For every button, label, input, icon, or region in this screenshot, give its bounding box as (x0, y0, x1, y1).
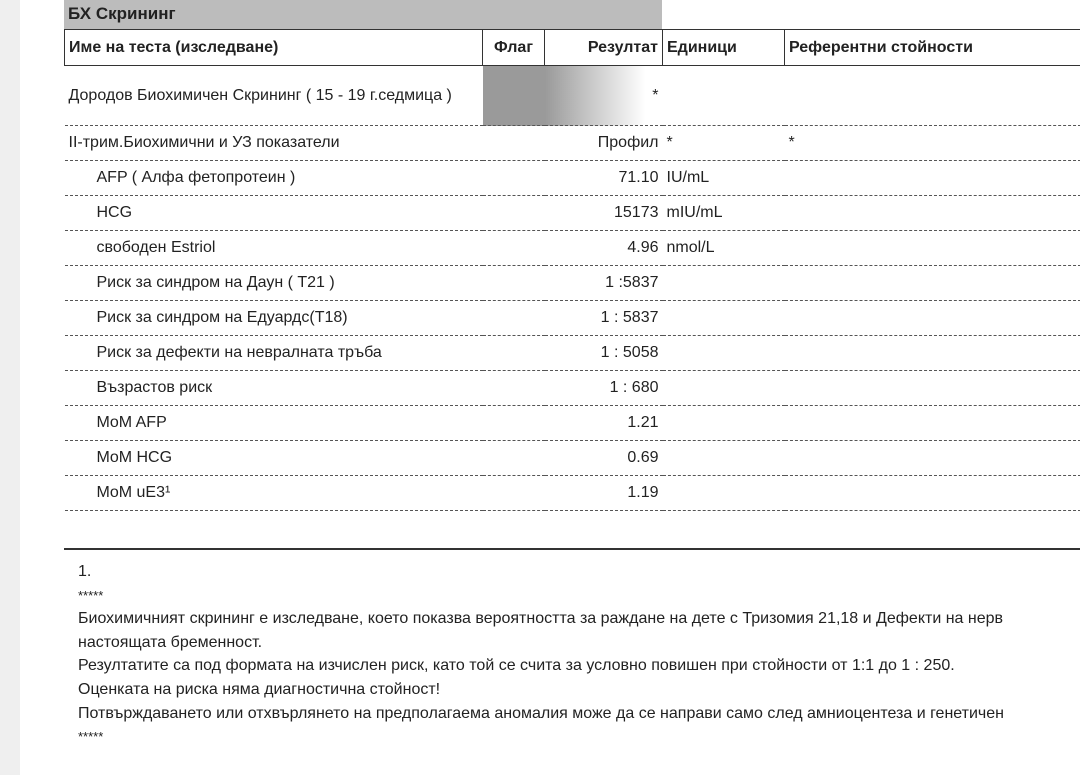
test-reference (785, 371, 1080, 406)
test-name: HCG (65, 196, 483, 231)
table-row (65, 406, 1080, 441)
test-result: 0.69 (545, 441, 663, 476)
footnote-line-4: Оценката на риска няма диагностична стойност! (78, 680, 441, 698)
test-flag (483, 476, 545, 511)
test-units (663, 266, 785, 301)
test-reference (785, 231, 1080, 266)
test-reference (785, 476, 1080, 511)
table-row (65, 301, 1080, 336)
test-units: nmol/L (663, 231, 785, 266)
column-header-flag: Флаг (483, 30, 545, 66)
table-row (65, 66, 1080, 126)
test-units (663, 66, 785, 126)
test-name: MoM HCG (65, 441, 483, 476)
test-result: 4.96 (545, 231, 663, 266)
page-edge (0, 0, 20, 775)
table-row (65, 231, 1080, 266)
test-result: 15173 (545, 196, 663, 231)
test-result: 71.10 (545, 161, 663, 196)
footnote-stars-top: ***** (78, 587, 104, 603)
test-flag (483, 126, 545, 161)
test-reference (785, 266, 1080, 301)
table-row (65, 476, 1080, 511)
test-name: MoM AFP (65, 406, 483, 441)
test-flag (483, 66, 545, 126)
test-units (663, 406, 785, 441)
table-row (65, 126, 1080, 161)
test-units (663, 441, 785, 476)
footnote-line-2: настоящата бременност. (78, 633, 263, 651)
table-header-row (65, 30, 1080, 66)
results-table (64, 29, 1080, 511)
footnote-divider (64, 548, 1080, 550)
table-row (65, 161, 1080, 196)
test-name: Риск за синдром на Едуардс(Т18) (65, 301, 483, 336)
test-reference (785, 196, 1080, 231)
test-units (663, 371, 785, 406)
column-header-name: Име на теста (изследване) (65, 30, 483, 66)
test-reference (785, 441, 1080, 476)
test-flag (483, 371, 545, 406)
test-name: Дородов Биохимичен Скрининг ( 15 - 19 г.седмица ) (65, 66, 483, 126)
test-flag (483, 231, 545, 266)
test-units: mIU/mL (663, 196, 785, 231)
test-result: 1.19 (545, 476, 663, 511)
test-name: II-трим.Биохимични и УЗ показатели (65, 126, 483, 161)
footnote-stars-bottom: ***** (78, 729, 104, 745)
test-result: 1.21 (545, 406, 663, 441)
test-units: * (663, 126, 785, 161)
test-reference: * (785, 126, 1080, 161)
table-row (65, 266, 1080, 301)
test-name: MoM uE3¹ (65, 476, 483, 511)
test-flag (483, 441, 545, 476)
table-row (65, 196, 1080, 231)
test-units (663, 476, 785, 511)
test-result: Профил (545, 126, 663, 161)
test-flag (483, 336, 545, 371)
test-name: Риск за синдром на Даун ( Т21 ) (65, 266, 483, 301)
test-name: свободен Estriol (65, 231, 483, 266)
test-flag (483, 196, 545, 231)
footnote-line-3: Резултатите са под формата на изчислен риск, като той се счита за условно повишен при стойности от 1:1 до 1 : 250. (78, 657, 955, 675)
test-units (663, 336, 785, 371)
test-flag (483, 301, 545, 336)
test-result: 1 : 5837 (545, 301, 663, 336)
column-header-result: Резултат (545, 30, 663, 66)
table-row (65, 441, 1080, 476)
footnote-line-1: Биохимичният скрининг е изследване, което показва вероятността за раждане на дете с Тризомия 21,18 и Дефекти на нерв (78, 610, 1004, 628)
test-reference (785, 301, 1080, 336)
test-units: IU/mL (663, 161, 785, 196)
test-name: Риск за дефекти на невралната тръба (65, 336, 483, 371)
test-flag (483, 161, 545, 196)
test-units (663, 301, 785, 336)
test-result: 1 : 5058 (545, 336, 663, 371)
column-header-reference: Референтни стойности (785, 30, 1080, 66)
test-name: Възрастов риск (65, 371, 483, 406)
footnote-number: 1. (78, 563, 92, 580)
test-result: 1 :5837 (545, 266, 663, 301)
test-result: * (545, 66, 663, 126)
test-reference (785, 161, 1080, 196)
footnote-block (78, 560, 1080, 749)
test-reference (785, 336, 1080, 371)
table-row (65, 371, 1080, 406)
test-flag (483, 266, 545, 301)
table-row (65, 336, 1080, 371)
footnote-line-5: Потвърждаването или отхвърлянето на предполагаема аномалия може да се направи само след амниоцентеза и генетичен (78, 704, 1004, 722)
section-title: БХ Скрининг (64, 0, 662, 29)
test-name: AFP ( Алфа фетопротеин ) (65, 161, 483, 196)
column-header-units: Единици (663, 30, 785, 66)
test-reference (785, 406, 1080, 441)
test-result: 1 : 680 (545, 371, 663, 406)
test-flag (483, 406, 545, 441)
test-reference (785, 66, 1080, 126)
